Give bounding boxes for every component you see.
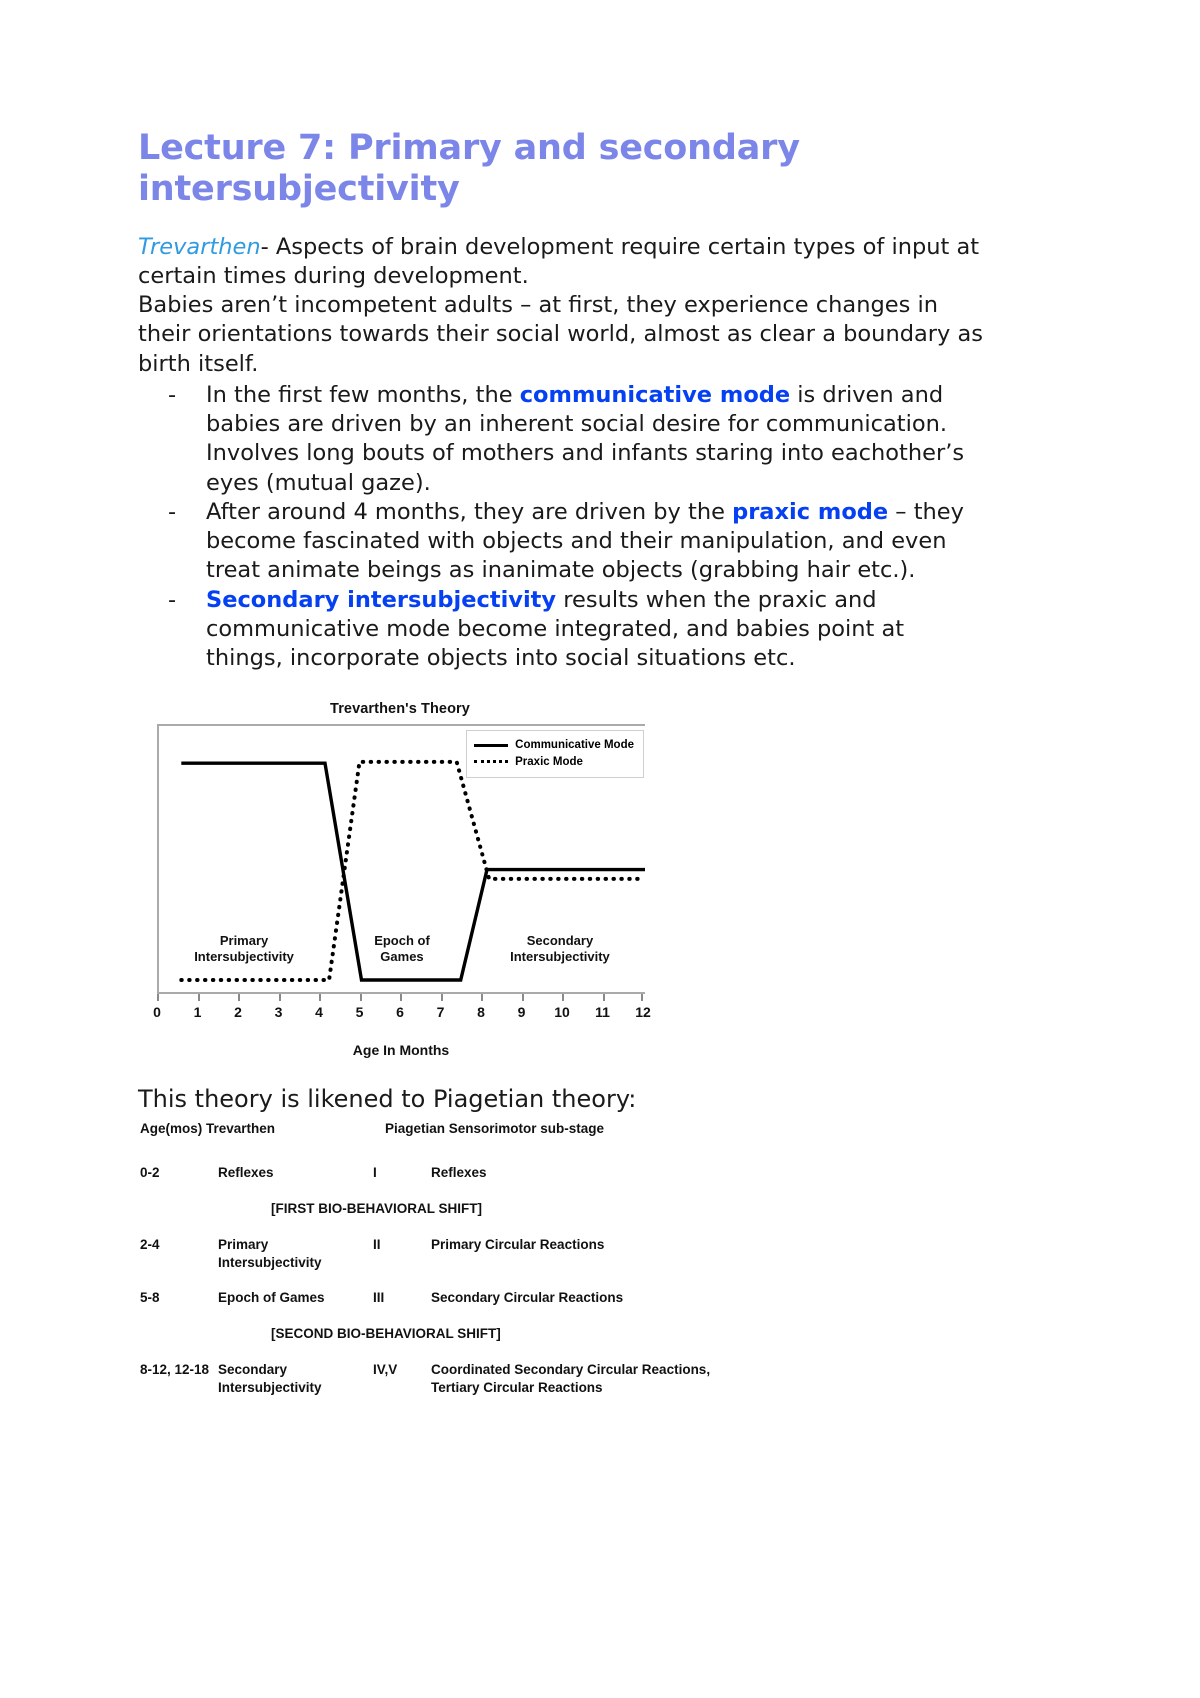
table-header-row [140,1120,986,1138]
axis-tick [319,994,321,1001]
table-row [140,1236,986,1272]
axis-tick [441,994,443,1001]
trevarthen-theory-chart [140,701,660,1058]
cell-age: 5-8 [140,1290,160,1306]
piaget-comparison-table [140,1120,986,1396]
cell-stage: II [373,1236,381,1252]
bullet-text-post: – they become fascinated with objects and their manipulation, and even treat animate beings as inanimate objects (grabbing hair etc.). [206,498,964,584]
chart-plot-area [157,724,645,992]
table-shift-marker: [FIRST BIO-BEHAVIORAL SHIFT] [271,1200,482,1216]
cell-age: 2-4 [140,1236,160,1252]
axis-tick-label: 4 [315,1004,323,1021]
legend-label: Communicative Mode [515,739,634,752]
page-title: Lecture 7: Primary and secondary intersubjectivity [138,128,800,210]
table-shift-marker: [SECOND BIO-BEHAVIORAL SHIFT] [271,1326,501,1342]
table-row [140,1289,986,1307]
axis-tick [522,994,524,1001]
piaget-lead-text: This theory is likened to Piagetian theory: [138,1085,637,1114]
column-header-right: Piagetian Sensorimotor sub-stage [385,1121,605,1137]
axis-tick [562,994,564,1001]
bullet-text-pre: In the first few months, the [206,381,520,408]
bullet-text-post: is driven and babies are driven by an inherent social desire for communication. Involves long bouts of mothers and infants staring into eachother’s eyes (mutual gaze). [206,381,965,496]
list-item [138,381,986,498]
axis-tick [238,994,240,1001]
bullet-dash: - [168,586,177,613]
table-row [140,1361,986,1397]
cell-stage: III [373,1290,385,1306]
axis-tick-label: 12 [635,1004,651,1021]
cell-piagetian: Reflexes [431,1165,487,1181]
chart-annotation-primary: Primary Intersubjectivity [194,933,294,964]
cell-trevarthen: Reflexes [218,1165,274,1181]
axis-tick [360,994,362,1001]
chart-title: Trevarthen's Theory [330,701,470,718]
axis-tick [157,994,159,1001]
cell-piagetian: Secondary Circular Reactions [431,1290,624,1306]
bullet-dash: - [168,381,177,408]
axis-tick-marks [157,992,645,1002]
axis-tick-label: 5 [355,1004,364,1021]
cell-trevarthen: Secondary Intersubjectivity [218,1362,322,1395]
axis-tick-label: 9 [517,1004,526,1021]
axis-tick-label: 0 [153,1004,161,1021]
axis-tick-label: 3 [274,1004,283,1021]
axis-tick [198,994,200,1001]
bullet-highlight: praxic mode [732,498,889,525]
intro-paragraph-2: Babies aren’t incompetent adults – at first, they experience changes in their orientations towards their social world, almost as clear a boundary as birth itself. [138,292,984,377]
axis-tick-label: 8 [477,1004,485,1021]
source-name: Trevarthen [138,233,261,260]
legend-label: Praxic Mode [515,756,583,769]
axis-tick [641,994,643,1001]
list-item [138,498,986,586]
x-axis-title: Age In Months [352,1042,450,1059]
dotted-line-icon [474,756,508,768]
legend-item-praxic [474,754,634,771]
solid-line-icon [474,740,508,752]
axis-tick-label: 11 [595,1004,610,1021]
column-header-left: Age(mos) Trevarthen [140,1121,276,1137]
chart-annotation-epoch: Epoch of Games [374,933,430,964]
axis-tick [603,994,605,1001]
axis-tick [400,994,402,1001]
axis-tick-labels [153,1002,651,1022]
cell-piagetian: Coordinated Secondary Circular Reactions, Tertiary Circular Reactions [431,1362,711,1395]
document-content [138,128,986,1415]
axis-tick-label: 7 [436,1004,445,1021]
cell-stage: I [373,1165,377,1181]
axis-tick-label: 10 [554,1004,570,1021]
bullet-text-pre: After around 4 months, they are driven by the [206,498,733,525]
intro-rest: - Aspects of brain development require certain types of input at certain times during development. [138,233,980,289]
cell-trevarthen: Epoch of Games [218,1290,325,1306]
axis-tick [279,994,281,1001]
axis-tick-label: 1 [193,1004,202,1021]
intro-paragraph-1 [138,233,986,292]
list-item [138,586,986,674]
axis-tick [481,994,483,1001]
bullet-dash: - [168,498,177,525]
bullet-highlight: communicative mode [519,381,791,408]
axis-tick-label: 2 [234,1004,242,1021]
axis-tick-label: 6 [396,1004,404,1021]
bullet-text-post: results when the praxic and communicative mode become integrated, and babies point at things, incorporate objects into social situations etc. [206,586,905,672]
cell-stage: IV,V [373,1362,398,1378]
table-row [140,1164,986,1182]
cell-piagetian: Primary Circular Reactions [431,1236,605,1252]
cell-age: 8-12, 12-18 [140,1362,210,1378]
chart-x-axis [153,992,651,1036]
cell-trevarthen: Primary Intersubjectivity [218,1236,322,1270]
key-points-list [138,381,986,674]
chart-legend [466,730,644,777]
legend-item-communicative [474,737,634,754]
bullet-highlight: Secondary intersubjectivity [206,586,557,613]
cell-age: 0-2 [140,1165,160,1181]
chart-annotation-secondary: Secondary Intersubjectivity [510,933,610,964]
